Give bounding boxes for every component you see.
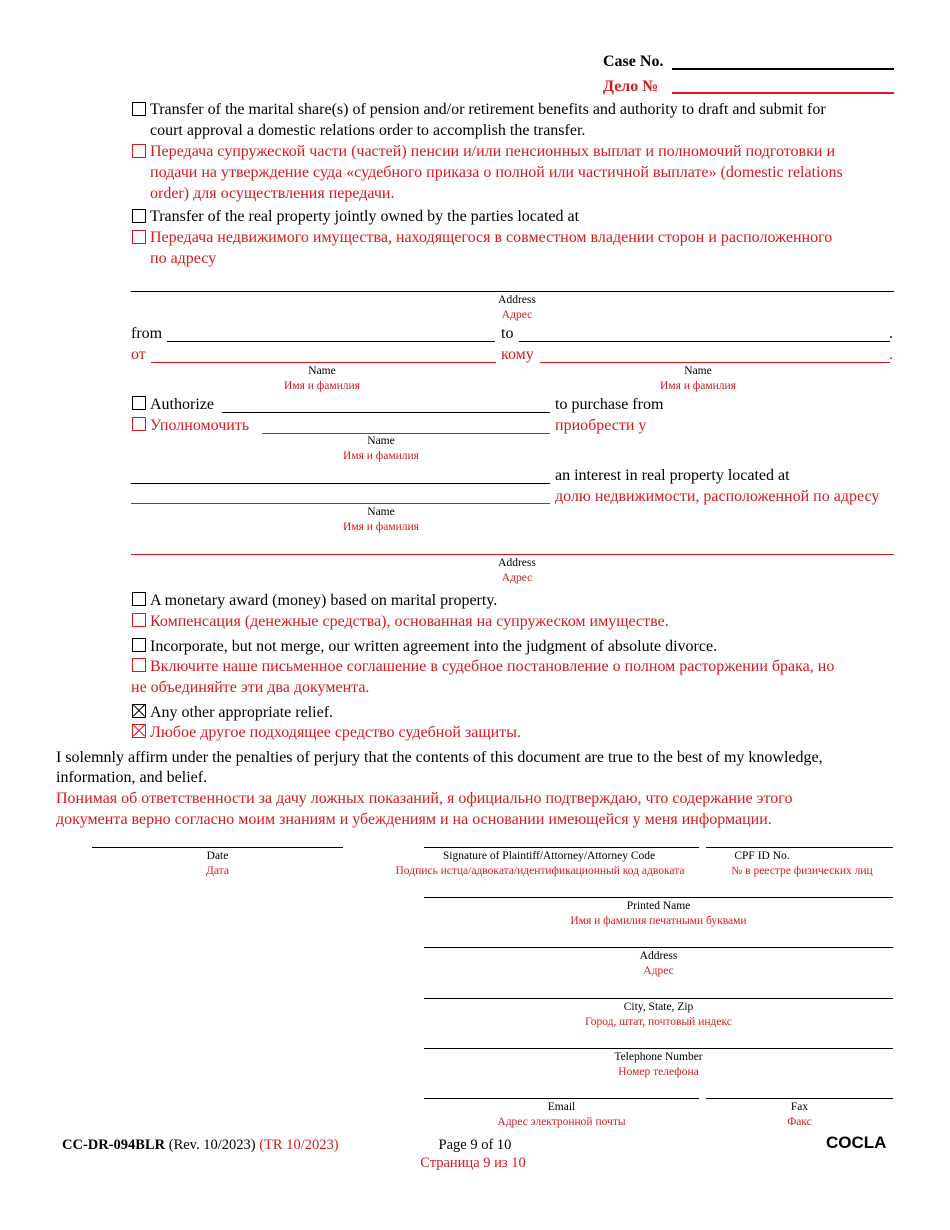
seller-name-label-ru: Имя и фамилия xyxy=(343,521,419,533)
date-label-ru: Дата xyxy=(206,865,229,877)
fax-field[interactable] xyxy=(706,1098,893,1099)
to-name-label: Name xyxy=(684,365,712,377)
page-number: Page 9 of 10 xyxy=(438,1137,512,1153)
affirmation-ru-2: документа верно согласно моим знаниям и убеждениям и на основании имеющейся у меня информации. xyxy=(56,811,772,828)
cpf-id-field[interactable] xyxy=(706,847,893,848)
city-state-zip-label: City, State, Zip xyxy=(623,1001,694,1013)
real-property-checkbox-ru[interactable] xyxy=(132,230,146,244)
authorize-name-label-ru: Имя и фамилия xyxy=(343,450,419,462)
fax-label: Fax xyxy=(790,1101,809,1113)
interest-address-label-ru: Адрес xyxy=(501,572,533,584)
other-relief-text-en: Any other appropriate relief. xyxy=(150,704,334,721)
pension-text-ru-1: Передача супружеской части (частей) пенсии и/или пенсионных выплат и полномочий подготовки и xyxy=(150,143,835,160)
address-label: Address xyxy=(639,950,678,962)
other-relief-checkbox-ru[interactable] xyxy=(132,724,146,738)
date-field[interactable] xyxy=(92,847,343,848)
real-property-checkbox[interactable] xyxy=(132,209,146,223)
signature-field[interactable] xyxy=(424,847,699,848)
to-name-field-ru xyxy=(540,362,890,363)
incorporate-text-en: Incorporate, but not merge, our written agreement into the judgment of absolute divorce. xyxy=(150,638,718,655)
authorize-name-label: Name xyxy=(367,435,395,447)
interest-label: an interest in real property located at xyxy=(555,467,790,484)
address-field[interactable] xyxy=(424,947,893,948)
from-label-ru: от xyxy=(131,346,146,363)
affirmation-ru-1: Понимая об ответственности за дачу ложных показаний, я официально подтверждаю, что содержание этого xyxy=(56,790,793,807)
email-label: Email xyxy=(547,1101,576,1113)
form-translation-revision: (TR 10/2023) xyxy=(259,1137,339,1153)
date-label: Date xyxy=(206,850,229,862)
seller-name-field[interactable] xyxy=(131,483,550,484)
real-property-address-label: Address xyxy=(498,294,536,306)
form-revision: (Rev. 10/2023) xyxy=(168,1137,256,1153)
real-property-address-label-ru: Адрес xyxy=(501,309,533,321)
case-no-field[interactable] xyxy=(672,68,894,70)
pension-checkbox[interactable] xyxy=(132,102,146,116)
cpf-id-label: CPF ID No. xyxy=(734,850,790,862)
pension-text-en-1: Transfer of the marital share(s) of pension and/or retirement benefits and authority to draft and submit for xyxy=(150,101,826,118)
authorize-checkbox[interactable] xyxy=(132,396,146,410)
telephone-label: Telephone Number xyxy=(614,1051,703,1063)
pension-text-ru-3: order) для осуществления передачи. xyxy=(150,185,395,202)
to-period: . xyxy=(889,325,893,342)
real-property-text-ru-1: Передача недвижимого имущества, находящегося в совместном владении сторон и расположенного xyxy=(150,229,833,246)
case-no-label: Case No. xyxy=(603,53,664,70)
interest-address-label: Address xyxy=(498,557,536,569)
printed-name-field[interactable] xyxy=(424,897,893,898)
fax-label-ru: Факс xyxy=(787,1116,812,1128)
pension-text-en-2: court approval a domestic relations order to accomplish the transfer. xyxy=(150,122,586,139)
email-field[interactable] xyxy=(424,1098,699,1099)
interest-address-field[interactable] xyxy=(131,554,894,555)
form-code xyxy=(62,1136,339,1154)
email-label-ru: Адрес электронной почты xyxy=(497,1116,626,1128)
purchase-from-label-ru: приобрести у xyxy=(555,417,647,434)
interest-label-ru: долю недвижимости, расположенной по адресу xyxy=(555,488,880,505)
authorize-label: Authorize xyxy=(150,396,214,413)
other-relief-checkbox[interactable] xyxy=(132,704,146,718)
case-no-field-ru xyxy=(672,92,894,94)
address-label-ru: Адрес xyxy=(643,965,674,977)
incorporate-checkbox[interactable] xyxy=(132,638,146,652)
authorize-checkbox-ru[interactable] xyxy=(132,417,146,431)
to-name-field[interactable] xyxy=(519,341,890,342)
incorporate-text-ru-1: Включите наше письменное соглашение в судебное постановление о полном расторжении брака, но xyxy=(150,658,835,675)
incorporate-text-ru-2: не объединяйте эти два документа. xyxy=(131,679,370,696)
telephone-field[interactable] xyxy=(424,1048,893,1049)
cocla-label: COCLA xyxy=(826,1133,887,1152)
seller-name-label: Name xyxy=(367,506,395,518)
printed-name-label-ru: Имя и фамилия печатными буквами xyxy=(570,915,747,927)
incorporate-checkbox-ru[interactable] xyxy=(132,658,146,672)
affirmation-en-2: information, and belief. xyxy=(56,769,208,786)
from-name-field-ru xyxy=(151,362,496,363)
to-name-label-ru: Имя и фамилия xyxy=(660,380,736,392)
to-label: to xyxy=(501,325,514,342)
from-label: from xyxy=(131,325,163,342)
monetary-checkbox-ru[interactable] xyxy=(132,613,146,627)
pension-text-ru-2: подачи на утверждение суда «судебного приказа о полной или частичной выплате» (domestic relations xyxy=(150,164,843,181)
monetary-text-en: A monetary award (money) based on marital property. xyxy=(150,592,498,609)
telephone-label-ru: Номер телефона xyxy=(618,1066,699,1078)
affirmation-en-1: I solemnly affirm under the penalties of perjury that the contents of this document are true to the best of my knowledge, xyxy=(56,749,823,766)
monetary-checkbox[interactable] xyxy=(132,592,146,606)
cpf-id-label-ru: № в реестре физических лиц xyxy=(731,865,873,877)
pension-checkbox-ru[interactable] xyxy=(132,144,146,158)
seller-name-field-ru xyxy=(131,503,550,504)
authorize-name-field[interactable] xyxy=(222,412,550,413)
to-period-ru: . xyxy=(889,346,893,363)
from-name-field[interactable] xyxy=(167,341,495,342)
authorize-label-ru: Уполномочить xyxy=(150,417,250,434)
from-name-label-ru: Имя и фамилия xyxy=(284,380,360,392)
case-no-label-ru: Дело № xyxy=(603,78,659,95)
real-property-text-ru-2: по адресу xyxy=(150,250,217,267)
from-name-label: Name xyxy=(308,365,336,377)
page-number-ru: Страница 9 из 10 xyxy=(420,1155,526,1171)
city-state-zip-field[interactable] xyxy=(424,998,893,999)
city-state-zip-label-ru: Город, штат, почтовый индекс xyxy=(585,1016,732,1028)
other-relief-text-ru: Любое другое подходящее средство судебной защиты. xyxy=(150,724,521,741)
printed-name-label: Printed Name xyxy=(626,900,691,912)
form-code-id: CC-DR-094BLR xyxy=(62,1137,166,1153)
signature-label-ru: Подпись истца/адвоката/идентификационный код адвоката xyxy=(395,865,685,877)
real-property-text-en: Transfer of the real property jointly owned by the parties located at xyxy=(150,208,580,225)
signature-label: Signature of Plaintiff/Attorney/Attorney Code xyxy=(442,850,656,862)
real-property-address-field[interactable] xyxy=(131,291,894,292)
to-label-ru: кому xyxy=(501,346,534,363)
monetary-text-ru: Компенсация (денежные средства), основанная на супружеском имуществе. xyxy=(150,613,669,630)
purchase-from-label: to purchase from xyxy=(555,396,664,413)
